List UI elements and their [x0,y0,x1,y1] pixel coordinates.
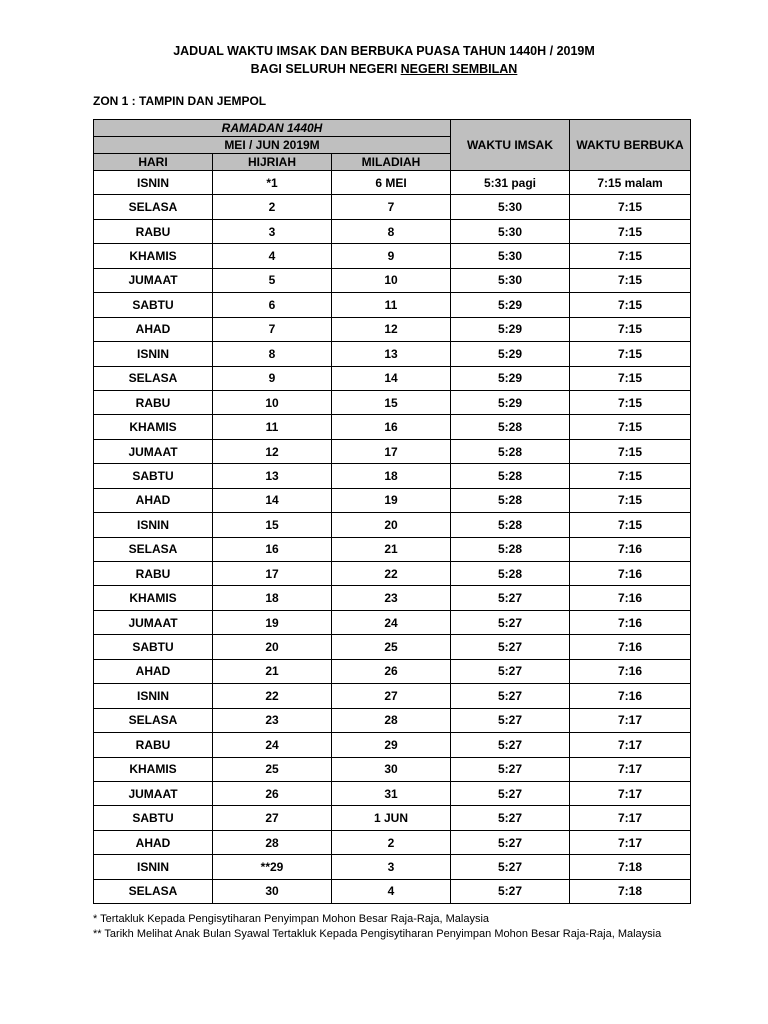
cell-miladiah: 24 [332,610,451,634]
cell-berbuka: 7:16 [570,684,691,708]
cell-hijriah: 3 [213,219,332,243]
cell-miladiah: 11 [332,293,451,317]
table-row [94,415,691,439]
cell-miladiah: 13 [332,342,451,366]
table-row [94,195,691,219]
table-row [94,219,691,243]
table-row [94,659,691,683]
subtitle-state: NEGERI SEMBILAN [400,62,518,76]
subtitle-prefix: BAGI SELURUH NEGERI [250,62,401,76]
cell-hijriah: 12 [213,439,332,463]
cell-hari: KHAMIS [94,244,213,268]
cell-hari: RABU [94,390,213,414]
cell-imsak: 5:28 [451,537,570,561]
cell-berbuka: 7:15 [570,439,691,463]
cell-miladiah: 25 [332,635,451,659]
cell-hari: JUMAAT [94,439,213,463]
cell-imsak: 5:28 [451,464,570,488]
cell-miladiah: 23 [332,586,451,610]
cell-miladiah: 20 [332,513,451,537]
cell-miladiah: 15 [332,390,451,414]
cell-hijriah: 13 [213,464,332,488]
cell-berbuka: 7:15 malam [570,171,691,195]
table-row [94,733,691,757]
cell-berbuka: 7:15 [570,219,691,243]
table-row [94,171,691,195]
cell-hari: JUMAAT [94,610,213,634]
schedule-body [94,171,691,904]
cell-berbuka: 7:15 [570,513,691,537]
cell-hari: SELASA [94,195,213,219]
cell-hijriah: 9 [213,366,332,390]
table-row [94,268,691,292]
table-row [94,586,691,610]
cell-hari: ISNIN [94,684,213,708]
cell-hari: RABU [94,733,213,757]
cell-berbuka: 7:18 [570,879,691,903]
cell-hijriah: 8 [213,342,332,366]
cell-hijriah: 14 [213,488,332,512]
cell-berbuka: 7:17 [570,806,691,830]
table-row [94,488,691,512]
cell-hijriah: 10 [213,390,332,414]
cell-imsak: 5:29 [451,293,570,317]
cell-imsak: 5:30 [451,244,570,268]
cell-hijriah: 28 [213,830,332,854]
cell-imsak: 5:27 [451,733,570,757]
cell-hijriah: 18 [213,586,332,610]
table-row [94,244,691,268]
cell-hijriah: 2 [213,195,332,219]
table-row [94,684,691,708]
cell-berbuka: 7:18 [570,855,691,879]
cell-miladiah: 22 [332,562,451,586]
cell-miladiah: 7 [332,195,451,219]
cell-hari: KHAMIS [94,586,213,610]
cell-miladiah: 1 JUN [332,806,451,830]
cell-berbuka: 7:17 [570,708,691,732]
cell-imsak: 5:28 [451,513,570,537]
ramadan-label: RAMADAN 1440H [94,120,451,137]
cell-imsak: 5:27 [451,830,570,854]
cell-hijriah: 25 [213,757,332,781]
cell-hijriah: 5 [213,268,332,292]
cell-miladiah: 17 [332,439,451,463]
cell-hijriah: 11 [213,415,332,439]
cell-miladiah: 28 [332,708,451,732]
cell-hijriah: 21 [213,659,332,683]
cell-miladiah: 19 [332,488,451,512]
cell-berbuka: 7:17 [570,757,691,781]
table-row [94,390,691,414]
cell-hari: ISNIN [94,513,213,537]
cell-berbuka: 7:15 [570,317,691,341]
cell-imsak: 5:27 [451,586,570,610]
table-row [94,342,691,366]
table-row [94,757,691,781]
table-row [94,317,691,341]
cell-miladiah: 14 [332,366,451,390]
col-header-miladiah: MILADIAH [332,154,451,171]
cell-berbuka: 7:15 [570,293,691,317]
cell-miladiah: 10 [332,268,451,292]
table-row [94,635,691,659]
table-row [94,610,691,634]
cell-imsak: 5:27 [451,781,570,805]
footnotes [93,912,661,942]
cell-hari: AHAD [94,488,213,512]
cell-miladiah: 26 [332,659,451,683]
col-header-berbuka: WAKTU BERBUKA [570,120,691,171]
footnote-1: * Tertakluk Kepada Pengisytiharan Penyimpan Mohon Besar Raja-Raja, Malaysia [93,913,490,925]
cell-imsak: 5:27 [451,879,570,903]
cell-berbuka: 7:15 [570,195,691,219]
cell-hijriah: 30 [213,879,332,903]
table-row [94,781,691,805]
cell-miladiah: 21 [332,537,451,561]
cell-miladiah: 3 [332,855,451,879]
cell-berbuka: 7:15 [570,244,691,268]
cell-imsak: 5:27 [451,806,570,830]
cell-hijriah: 6 [213,293,332,317]
col-header-hari: HARI [94,154,213,171]
document-subtitle [0,62,768,76]
table-row [94,513,691,537]
table-row [94,879,691,903]
table-row [94,830,691,854]
cell-hari: SABTU [94,806,213,830]
cell-hijriah: 15 [213,513,332,537]
cell-miladiah: 27 [332,684,451,708]
cell-miladiah: 12 [332,317,451,341]
cell-berbuka: 7:15 [570,390,691,414]
cell-imsak: 5:28 [451,415,570,439]
cell-imsak: 5:30 [451,195,570,219]
cell-miladiah: 30 [332,757,451,781]
cell-miladiah: 29 [332,733,451,757]
table-row [94,537,691,561]
cell-hari: RABU [94,562,213,586]
cell-berbuka: 7:15 [570,415,691,439]
cell-hijriah: 22 [213,684,332,708]
cell-hijriah: 7 [213,317,332,341]
cell-hari: RABU [94,219,213,243]
document-title: JADUAL WAKTU IMSAK DAN BERBUKA PUASA TAHUN 1440H / 2019M [173,44,595,58]
cell-hari: JUMAAT [94,781,213,805]
cell-berbuka: 7:15 [570,488,691,512]
cell-berbuka: 7:16 [570,659,691,683]
cell-miladiah: 18 [332,464,451,488]
col-header-imsak: WAKTU IMSAK [451,120,570,171]
cell-hijriah: **29 [213,855,332,879]
cell-berbuka: 7:15 [570,366,691,390]
cell-hijriah: 23 [213,708,332,732]
cell-berbuka: 7:16 [570,537,691,561]
cell-imsak: 5:27 [451,855,570,879]
table-row [94,366,691,390]
cell-hijriah: 26 [213,781,332,805]
cell-imsak: 5:28 [451,562,570,586]
cell-hijriah: 16 [213,537,332,561]
cell-imsak: 5:27 [451,757,570,781]
cell-imsak: 5:27 [451,684,570,708]
cell-hari: ISNIN [94,342,213,366]
table-row [94,708,691,732]
header-row-ramadan [94,120,691,137]
cell-imsak: 5:29 [451,317,570,341]
cell-imsak: 5:30 [451,219,570,243]
cell-hari: SELASA [94,537,213,561]
table-row [94,855,691,879]
cell-berbuka: 7:16 [570,562,691,586]
cell-berbuka: 7:17 [570,733,691,757]
cell-imsak: 5:31 pagi [451,171,570,195]
table-row [94,562,691,586]
cell-hijriah: 17 [213,562,332,586]
cell-miladiah: 4 [332,879,451,903]
cell-berbuka: 7:15 [570,342,691,366]
cell-berbuka: 7:17 [570,830,691,854]
cell-miladiah: 9 [332,244,451,268]
cell-hari: SABTU [94,464,213,488]
zone-label: ZON 1 : TAMPIN DAN JEMPOL [93,94,267,108]
cell-hari: SELASA [94,708,213,732]
cell-berbuka: 7:16 [570,586,691,610]
cell-berbuka: 7:15 [570,464,691,488]
cell-berbuka: 7:17 [570,781,691,805]
table-row [94,293,691,317]
cell-hari: ISNIN [94,855,213,879]
cell-imsak: 5:27 [451,635,570,659]
table-row [94,439,691,463]
cell-imsak: 5:28 [451,439,570,463]
cell-hari: SELASA [94,879,213,903]
cell-imsak: 5:27 [451,610,570,634]
cell-hijriah: *1 [213,171,332,195]
cell-miladiah: 6 MEI [332,171,451,195]
cell-miladiah: 16 [332,415,451,439]
cell-imsak: 5:29 [451,366,570,390]
cell-berbuka: 7:15 [570,268,691,292]
cell-hari: SABTU [94,293,213,317]
cell-imsak: 5:29 [451,390,570,414]
cell-hijriah: 24 [213,733,332,757]
cell-hari: SELASA [94,366,213,390]
month-label: MEI / JUN 2019M [94,137,451,154]
cell-berbuka: 7:16 [570,610,691,634]
cell-hari: AHAD [94,830,213,854]
cell-imsak: 5:28 [451,488,570,512]
cell-hijriah: 27 [213,806,332,830]
cell-hari: SABTU [94,635,213,659]
cell-hari: AHAD [94,317,213,341]
footnote-2: ** Tarikh Melihat Anak Bulan Syawal Tertakluk Kepada Pengisytiharan Penyimpan Mohon Besar Raja-Raja, Malaysia [93,928,662,940]
cell-hari: AHAD [94,659,213,683]
cell-berbuka: 7:16 [570,635,691,659]
cell-hijriah: 4 [213,244,332,268]
cell-hari: KHAMIS [94,415,213,439]
cell-hari: JUMAAT [94,268,213,292]
col-header-hijriah: HIJRIAH [213,154,332,171]
cell-hijriah: 20 [213,635,332,659]
cell-imsak: 5:27 [451,708,570,732]
cell-imsak: 5:29 [451,342,570,366]
cell-miladiah: 31 [332,781,451,805]
schedule-table [93,119,691,904]
cell-miladiah: 8 [332,219,451,243]
table-row [94,464,691,488]
cell-hari: ISNIN [94,171,213,195]
cell-hari: KHAMIS [94,757,213,781]
table-row [94,806,691,830]
cell-imsak: 5:30 [451,268,570,292]
cell-miladiah: 2 [332,830,451,854]
cell-imsak: 5:27 [451,659,570,683]
cell-hijriah: 19 [213,610,332,634]
